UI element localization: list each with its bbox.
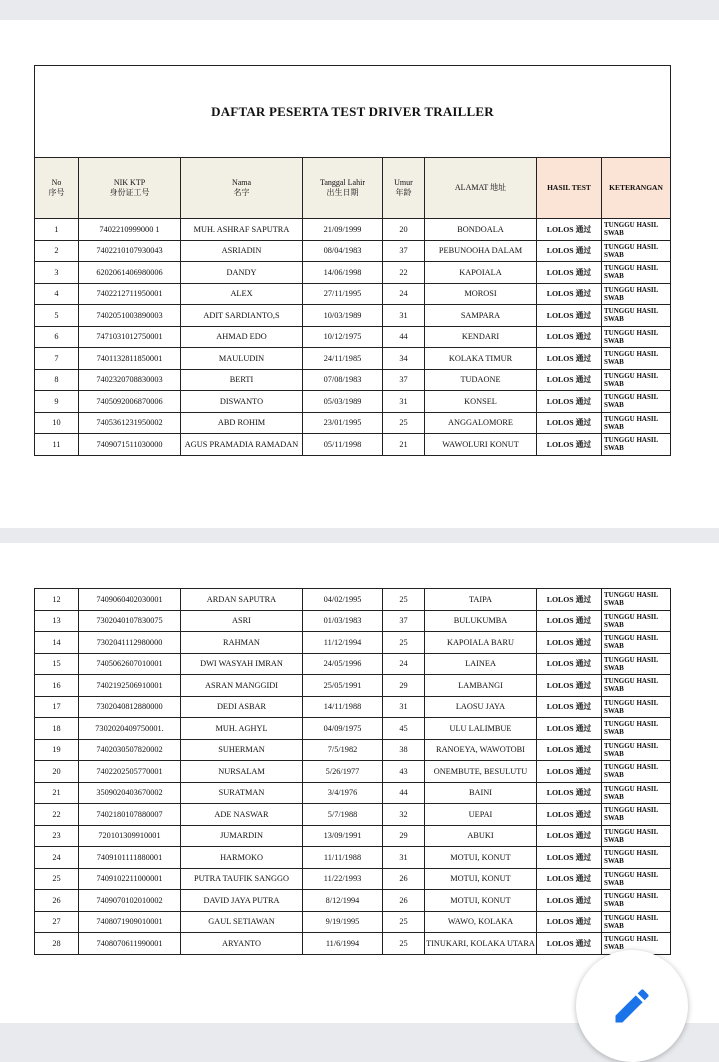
row-alamat: KONSEL xyxy=(425,391,537,413)
row-tanggal-lahir: 11/6/1994 xyxy=(303,933,383,955)
row-umur: 32 xyxy=(383,804,425,826)
row-alamat: MOTUI, KONUT xyxy=(425,847,537,869)
row-no: 9 xyxy=(35,391,79,413)
row-keterangan: TUNGGU HASIL SWAB xyxy=(602,219,671,241)
row-umur: 44 xyxy=(383,782,425,804)
row-nik: 7409102211000001 xyxy=(79,868,181,890)
row-tanggal-lahir: 8/12/1994 xyxy=(303,890,383,912)
row-nama: ARDAN SAPUTRA xyxy=(181,589,303,611)
row-keterangan: TUNGGU HASIL SWAB xyxy=(602,240,671,262)
row-no: 18 xyxy=(35,718,79,740)
row-umur: 24 xyxy=(383,283,425,305)
row-keterangan: TUNGGU HASIL SWAB xyxy=(602,632,671,654)
row-alamat: LAINEA xyxy=(425,653,537,675)
row-no: 14 xyxy=(35,632,79,654)
row-nik: 7408070611990001 xyxy=(79,933,181,955)
row-nik: 7402210999000 1 xyxy=(79,219,181,241)
row-keterangan: TUNGGU HASIL SWAB xyxy=(602,782,671,804)
row-tanggal-lahir: 24/11/1985 xyxy=(303,348,383,370)
row-keterangan: TUNGGU HASIL SWAB xyxy=(602,283,671,305)
row-nik: 7402192506910001 xyxy=(79,675,181,697)
row-hasil-test: LOLOS 通过 xyxy=(537,434,602,456)
participant-table-page-2 xyxy=(34,588,671,955)
row-hasil-test: LOLOS 通过 xyxy=(537,761,602,783)
row-alamat: MOTUI, KONUT xyxy=(425,890,537,912)
row-nik: 7402202505770001 xyxy=(79,761,181,783)
row-hasil-test: LOLOS 通过 xyxy=(537,589,602,611)
row-hasil-test: LOLOS 通过 xyxy=(537,262,602,284)
row-umur: 37 xyxy=(383,240,425,262)
row-keterangan: TUNGGU HASIL SWAB xyxy=(602,391,671,413)
table-row xyxy=(35,610,671,632)
row-umur: 37 xyxy=(383,369,425,391)
pencil-icon xyxy=(610,984,654,1028)
table-row xyxy=(35,348,671,370)
row-alamat: KAPOIALA xyxy=(425,262,537,284)
header-alamat: ALAMAT 地址 xyxy=(425,158,537,219)
row-nama: ASRIADIN xyxy=(181,240,303,262)
row-tanggal-lahir: 9/19/1995 xyxy=(303,911,383,933)
row-umur: 25 xyxy=(383,589,425,611)
row-hasil-test: LOLOS 通过 xyxy=(537,782,602,804)
row-tanggal-lahir: 11/11/1988 xyxy=(303,847,383,869)
row-umur: 20 xyxy=(383,219,425,241)
row-nama: DISWANTO xyxy=(181,391,303,413)
document-title: DAFTAR PESERTA TEST DRIVER TRAILLER xyxy=(35,66,671,158)
row-keterangan: TUNGGU HASIL SWAB xyxy=(602,847,671,869)
row-umur: 26 xyxy=(383,868,425,890)
row-keterangan: TUNGGU HASIL SWAB xyxy=(602,434,671,456)
table-row xyxy=(35,825,671,847)
row-no: 23 xyxy=(35,825,79,847)
table-row xyxy=(35,933,671,955)
row-nik: 3509020403670002 xyxy=(79,782,181,804)
row-no: 4 xyxy=(35,283,79,305)
row-tanggal-lahir: 3/4/1976 xyxy=(303,782,383,804)
row-alamat: LAOSU JAYA xyxy=(425,696,537,718)
table-row xyxy=(35,696,671,718)
row-keterangan: TUNGGU HASIL SWAB xyxy=(602,890,671,912)
row-alamat: WAWO, KOLAKA xyxy=(425,911,537,933)
row-hasil-test: LOLOS 通过 xyxy=(537,326,602,348)
row-tanggal-lahir: 25/05/1991 xyxy=(303,675,383,697)
row-no: 19 xyxy=(35,739,79,761)
row-nama: BERTI xyxy=(181,369,303,391)
row-nama: DAVID JAYA PUTRA xyxy=(181,890,303,912)
row-alamat: ABUKI xyxy=(425,825,537,847)
row-alamat: KOLAKA TIMUR xyxy=(425,348,537,370)
row-keterangan: TUNGGU HASIL SWAB xyxy=(602,262,671,284)
row-nama: ABD ROHIM xyxy=(181,412,303,434)
row-keterangan: TUNGGU HASIL SWAB xyxy=(602,804,671,826)
row-tanggal-lahir: 27/11/1995 xyxy=(303,283,383,305)
row-alamat: ONEMBUTE, BESULUTU xyxy=(425,761,537,783)
row-no: 28 xyxy=(35,933,79,955)
row-tanggal-lahir: 7/5/1982 xyxy=(303,739,383,761)
row-nama: RAHMAN xyxy=(181,632,303,654)
row-nama: ASRAN MANGGIDI xyxy=(181,675,303,697)
row-hasil-test: LOLOS 通过 xyxy=(537,412,602,434)
row-nama: MUH. AGHYL xyxy=(181,718,303,740)
row-no: 20 xyxy=(35,761,79,783)
row-keterangan: TUNGGU HASIL SWAB xyxy=(602,348,671,370)
table-row xyxy=(35,391,671,413)
row-hasil-test: LOLOS 通过 xyxy=(537,804,602,826)
row-no: 5 xyxy=(35,305,79,327)
row-nik: 7302040107830075 xyxy=(79,610,181,632)
row-nama: SURATMAN xyxy=(181,782,303,804)
row-nama: ADE NASWAR xyxy=(181,804,303,826)
row-no: 2 xyxy=(35,240,79,262)
row-hasil-test: LOLOS 通过 xyxy=(537,675,602,697)
table-row xyxy=(35,369,671,391)
edit-button[interactable] xyxy=(576,950,688,1062)
table-row xyxy=(35,847,671,869)
row-hasil-test: LOLOS 通过 xyxy=(537,653,602,675)
row-hasil-test: LOLOS 通过 xyxy=(537,718,602,740)
row-nik: 7402320708830003 xyxy=(79,369,181,391)
row-nama: DWI WASYAH IMRAN xyxy=(181,653,303,675)
row-nama: HARMOKO xyxy=(181,847,303,869)
row-alamat: MOROSI xyxy=(425,283,537,305)
row-nik: 7409070102010002 xyxy=(79,890,181,912)
row-hasil-test: LOLOS 通过 xyxy=(537,911,602,933)
table-row xyxy=(35,804,671,826)
row-keterangan: TUNGGU HASIL SWAB xyxy=(602,739,671,761)
row-nama: DEDI ASBAR xyxy=(181,696,303,718)
row-tanggal-lahir: 08/04/1983 xyxy=(303,240,383,262)
row-no: 10 xyxy=(35,412,79,434)
row-hasil-test: LOLOS 通过 xyxy=(537,739,602,761)
row-nik: 7409101111880001 xyxy=(79,847,181,869)
table-row xyxy=(35,739,671,761)
row-hasil-test: LOLOS 通过 xyxy=(537,696,602,718)
row-umur: 31 xyxy=(383,847,425,869)
row-hasil-test: LOLOS 通过 xyxy=(537,868,602,890)
row-no: 7 xyxy=(35,348,79,370)
header-nama: Nama 名字 xyxy=(181,158,303,219)
row-hasil-test: LOLOS 通过 xyxy=(537,847,602,869)
row-no: 3 xyxy=(35,262,79,284)
row-nik: 7402212711950001 xyxy=(79,283,181,305)
row-keterangan: TUNGGU HASIL SWAB xyxy=(602,718,671,740)
row-tanggal-lahir: 21/09/1999 xyxy=(303,219,383,241)
row-hasil-test: LOLOS 通过 xyxy=(537,240,602,262)
row-nama: MUH. ASHRAF SAPUTRA xyxy=(181,219,303,241)
row-keterangan: TUNGGU HASIL SWAB xyxy=(602,412,671,434)
row-hasil-test: LOLOS 通过 xyxy=(537,890,602,912)
row-tanggal-lahir: 5/26/1977 xyxy=(303,761,383,783)
row-umur: 26 xyxy=(383,890,425,912)
row-alamat: KENDARI xyxy=(425,326,537,348)
table-body-page-1 xyxy=(35,219,671,456)
row-alamat: MOTUI, KONUT xyxy=(425,868,537,890)
row-nama: ALEX xyxy=(181,283,303,305)
row-keterangan: TUNGGU HASIL SWAB xyxy=(602,825,671,847)
table-row xyxy=(35,262,671,284)
row-nik: 7402210107930043 xyxy=(79,240,181,262)
row-keterangan: TUNGGU HASIL SWAB xyxy=(602,911,671,933)
table-row xyxy=(35,653,671,675)
row-no: 26 xyxy=(35,890,79,912)
row-alamat: WAWOLURI KONUT xyxy=(425,434,537,456)
document-page-2 xyxy=(0,543,719,1023)
row-tanggal-lahir: 13/09/1991 xyxy=(303,825,383,847)
row-nik: 7302040812880000 xyxy=(79,696,181,718)
row-nama: ARYANTO xyxy=(181,933,303,955)
row-umur: 31 xyxy=(383,305,425,327)
header-tanggal-lahir: Tanggal Lahir 出生日期 xyxy=(303,158,383,219)
row-nik: 7408071909010001 xyxy=(79,911,181,933)
row-keterangan: TUNGGU HASIL SWAB xyxy=(602,933,671,955)
row-keterangan: TUNGGU HASIL SWAB xyxy=(602,305,671,327)
row-no: 1 xyxy=(35,219,79,241)
row-umur: 29 xyxy=(383,675,425,697)
row-umur: 43 xyxy=(383,761,425,783)
row-alamat: TUDAONE xyxy=(425,369,537,391)
row-tanggal-lahir: 04/02/1995 xyxy=(303,589,383,611)
row-tanggal-lahir: 24/05/1996 xyxy=(303,653,383,675)
row-nik: 7471031012750001 xyxy=(79,326,181,348)
row-umur: 31 xyxy=(383,696,425,718)
row-hasil-test: LOLOS 通过 xyxy=(537,283,602,305)
row-hasil-test: LOLOS 通过 xyxy=(537,391,602,413)
row-tanggal-lahir: 5/7/1988 xyxy=(303,804,383,826)
row-nama: ADIT SARDIANTO,S xyxy=(181,305,303,327)
row-no: 24 xyxy=(35,847,79,869)
row-no: 27 xyxy=(35,911,79,933)
row-nik: 720101309910001 xyxy=(79,825,181,847)
row-keterangan: TUNGGU HASIL SWAB xyxy=(602,589,671,611)
row-hasil-test: LOLOS 通过 xyxy=(537,369,602,391)
row-umur: 25 xyxy=(383,412,425,434)
row-nik: 7405062607010001 xyxy=(79,653,181,675)
row-tanggal-lahir: 05/03/1989 xyxy=(303,391,383,413)
table-row xyxy=(35,890,671,912)
row-umur: 45 xyxy=(383,718,425,740)
table-row xyxy=(35,718,671,740)
header-nik: NIK KTP 身份证工号 xyxy=(79,158,181,219)
participant-table-page-1 xyxy=(34,65,671,456)
row-nama: AGUS PRAMADIA RAMADAN xyxy=(181,434,303,456)
row-nik: 7402030507820002 xyxy=(79,739,181,761)
row-tanggal-lahir: 04/09/1975 xyxy=(303,718,383,740)
row-nama: MAULUDIN xyxy=(181,348,303,370)
row-alamat: RANOEYA, WAWOTOBI xyxy=(425,739,537,761)
row-nik: 7405092006870006 xyxy=(79,391,181,413)
table-row xyxy=(35,305,671,327)
table-row xyxy=(35,675,671,697)
row-umur: 25 xyxy=(383,632,425,654)
row-nik: 7302020409750001. xyxy=(79,718,181,740)
row-nama: PUTRA TAUFIK SANGGO xyxy=(181,868,303,890)
header-no: No 序号 xyxy=(35,158,79,219)
row-umur: 34 xyxy=(383,348,425,370)
row-tanggal-lahir: 01/03/1983 xyxy=(303,610,383,632)
row-no: 22 xyxy=(35,804,79,826)
header-keterangan: KETERANGAN xyxy=(602,158,671,219)
row-hasil-test: LOLOS 通过 xyxy=(537,219,602,241)
row-keterangan: TUNGGU HASIL SWAB xyxy=(602,369,671,391)
row-hasil-test: LOLOS 通过 xyxy=(537,348,602,370)
row-tanggal-lahir: 23/01/1995 xyxy=(303,412,383,434)
row-keterangan: TUNGGU HASIL SWAB xyxy=(602,868,671,890)
row-nik: 6202061406980006 xyxy=(79,262,181,284)
row-no: 6 xyxy=(35,326,79,348)
row-alamat: TINUKARI, KOLAKA UTARA xyxy=(425,933,537,955)
row-nama: SUHERMAN xyxy=(181,739,303,761)
table-row xyxy=(35,589,671,611)
row-tanggal-lahir: 10/12/1975 xyxy=(303,326,383,348)
row-alamat: LAMBANGI xyxy=(425,675,537,697)
row-tanggal-lahir: 14/11/1988 xyxy=(303,696,383,718)
row-umur: 29 xyxy=(383,825,425,847)
row-umur: 31 xyxy=(383,391,425,413)
row-keterangan: TUNGGU HASIL SWAB xyxy=(602,653,671,675)
row-nama: AHMAD EDO xyxy=(181,326,303,348)
row-umur: 44 xyxy=(383,326,425,348)
row-nik: 7302041112980000 xyxy=(79,632,181,654)
row-alamat: KAPOIALA BARU xyxy=(425,632,537,654)
row-nik: 7409071511030000 xyxy=(79,434,181,456)
row-nik: 7402180107880007 xyxy=(79,804,181,826)
row-tanggal-lahir: 11/12/1994 xyxy=(303,632,383,654)
row-no: 8 xyxy=(35,369,79,391)
row-alamat: PEBUNOOHA DALAM xyxy=(425,240,537,262)
row-alamat: ULU LALIMBUE xyxy=(425,718,537,740)
row-nik: 7409060402030001 xyxy=(79,589,181,611)
table-row xyxy=(35,632,671,654)
table-row xyxy=(35,782,671,804)
table-row xyxy=(35,326,671,348)
row-nik: 7402051003890003 xyxy=(79,305,181,327)
row-nama: GAUL SETIAWAN xyxy=(181,911,303,933)
row-alamat: BONDOALA xyxy=(425,219,537,241)
row-hasil-test: LOLOS 通过 xyxy=(537,632,602,654)
row-alamat: UEPAI xyxy=(425,804,537,826)
row-alamat: SAMPARA xyxy=(425,305,537,327)
table-row xyxy=(35,911,671,933)
row-no: 25 xyxy=(35,868,79,890)
row-hasil-test: LOLOS 通过 xyxy=(537,305,602,327)
row-hasil-test: LOLOS 通过 xyxy=(537,825,602,847)
row-no: 21 xyxy=(35,782,79,804)
row-umur: 24 xyxy=(383,653,425,675)
row-no: 12 xyxy=(35,589,79,611)
row-keterangan: TUNGGU HASIL SWAB xyxy=(602,326,671,348)
table-row xyxy=(35,868,671,890)
row-nama: JUMARDIN xyxy=(181,825,303,847)
table-row xyxy=(35,240,671,262)
row-keterangan: TUNGGU HASIL SWAB xyxy=(602,761,671,783)
row-umur: 22 xyxy=(383,262,425,284)
row-umur: 38 xyxy=(383,739,425,761)
header-hasil-test: HASIL TEST xyxy=(537,158,602,219)
row-no: 16 xyxy=(35,675,79,697)
header-umur: Umur 年龄 xyxy=(383,158,425,219)
row-keterangan: TUNGGU HASIL SWAB xyxy=(602,675,671,697)
row-alamat: BULUKUMBA xyxy=(425,610,537,632)
row-hasil-test: LOLOS 通过 xyxy=(537,933,602,955)
row-nik: 7401132811850001 xyxy=(79,348,181,370)
row-no: 13 xyxy=(35,610,79,632)
row-nama: ASRI xyxy=(181,610,303,632)
row-tanggal-lahir: 10/03/1989 xyxy=(303,305,383,327)
table-row xyxy=(35,283,671,305)
row-tanggal-lahir: 07/08/1983 xyxy=(303,369,383,391)
document-page-1 xyxy=(0,20,719,528)
row-nama: DANDY xyxy=(181,262,303,284)
row-alamat: BAINI xyxy=(425,782,537,804)
table-row xyxy=(35,761,671,783)
row-nik: 7405361231950002 xyxy=(79,412,181,434)
row-alamat: ANGGALOMORE xyxy=(425,412,537,434)
table-header xyxy=(35,158,671,219)
row-hasil-test: LOLOS 通过 xyxy=(537,610,602,632)
table-row xyxy=(35,434,671,456)
row-umur: 25 xyxy=(383,933,425,955)
table-body-page-2 xyxy=(35,589,671,955)
row-alamat: TAIPA xyxy=(425,589,537,611)
row-no: 11 xyxy=(35,434,79,456)
row-umur: 37 xyxy=(383,610,425,632)
row-umur: 25 xyxy=(383,911,425,933)
table-row xyxy=(35,219,671,241)
row-nama: NURSALAM xyxy=(181,761,303,783)
row-tanggal-lahir: 11/22/1993 xyxy=(303,868,383,890)
row-no: 17 xyxy=(35,696,79,718)
row-no: 15 xyxy=(35,653,79,675)
table-row xyxy=(35,412,671,434)
row-tanggal-lahir: 05/11/1998 xyxy=(303,434,383,456)
row-keterangan: TUNGGU HASIL SWAB xyxy=(602,696,671,718)
row-keterangan: TUNGGU HASIL SWAB xyxy=(602,610,671,632)
row-umur: 21 xyxy=(383,434,425,456)
row-tanggal-lahir: 14/06/1998 xyxy=(303,262,383,284)
